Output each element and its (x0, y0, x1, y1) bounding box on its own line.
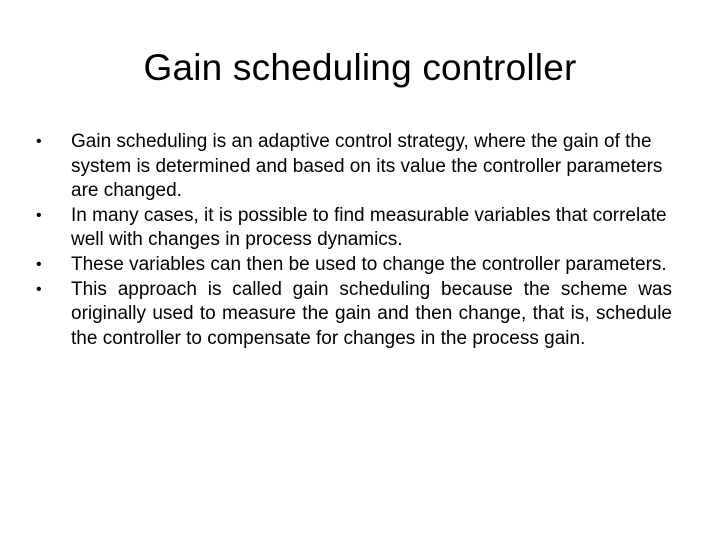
bullet-text: In many cases, it is possible to find measurable variables that correlate well with changes in process dynamics. (71, 204, 667, 251)
slide-title: Gain scheduling controller (143, 47, 577, 88)
bullet-text: This approach is called gain scheduling because the scheme was originally used to measure the gain and then change, that is, schedule the controller to compensate for changes in the process gain. (71, 278, 672, 349)
bullet-marker: • (36, 206, 42, 224)
bullet-list (36, 130, 672, 351)
bullet-item (36, 278, 672, 352)
bullet-marker: • (36, 280, 42, 298)
bullet-text: Gain scheduling is an adaptive control strategy, where the gain of the system is determined and based on its value the controller parameters are changed. (71, 131, 663, 202)
bullet-item (36, 130, 672, 204)
bullet-item (36, 204, 672, 253)
bullet-text: These variables can then be used to change the controller parameters. (71, 253, 667, 275)
bullet-item (36, 253, 672, 278)
bullet-marker: • (36, 133, 42, 150)
bullet-marker: • (36, 255, 42, 273)
